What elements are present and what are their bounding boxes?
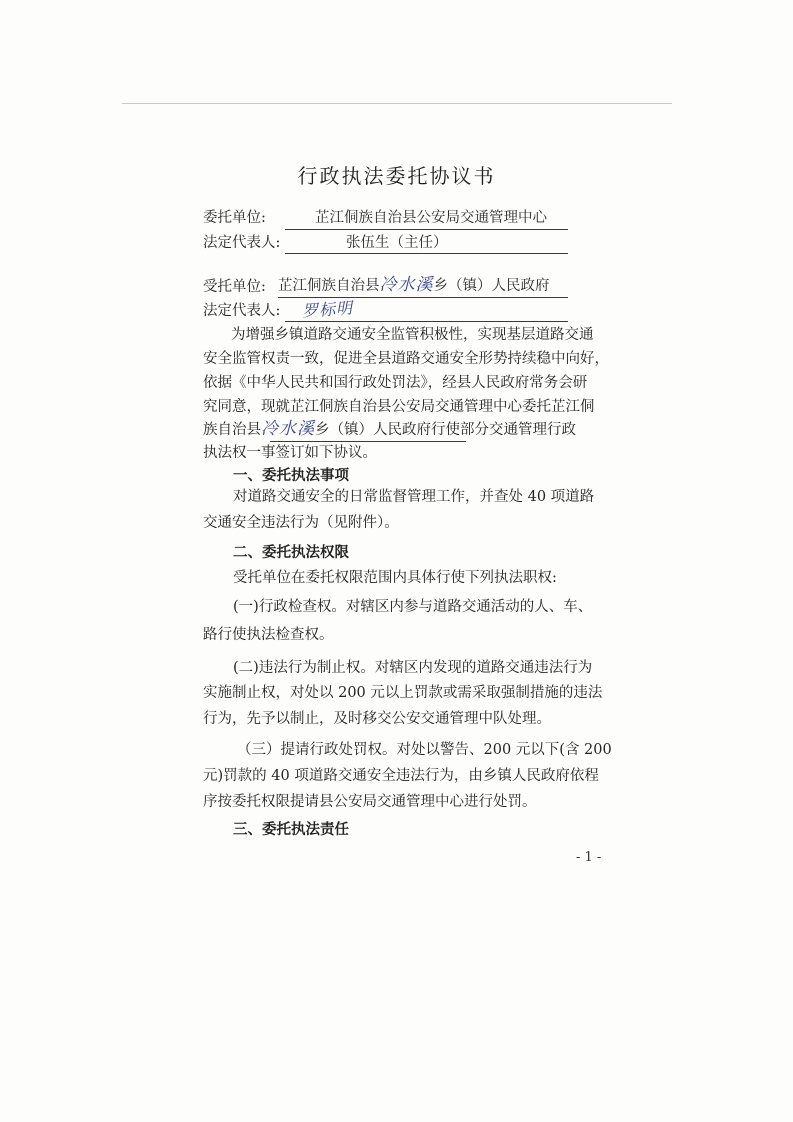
intro-underline	[270, 441, 466, 442]
section-3-heading: 三、委托执法责任	[233, 821, 349, 838]
agent-rep-label: 法定代表人:	[203, 303, 281, 319]
section-2-line-4: (二)违法行为制止权。对辖区内发现的道路交通违法行为	[233, 660, 593, 676]
document-title: 行政执法委托协议书	[297, 164, 496, 188]
section-1-line-2: 交通安全违法行为（见附件）。	[203, 515, 399, 531]
principal-underline	[285, 229, 568, 230]
section-2-line-9: 序按委托权限提请县公安局交通管理中心进行处罚。	[203, 794, 537, 810]
intro-line-5	[203, 420, 576, 439]
principal-rep-underline	[285, 253, 568, 254]
intro-line-5-prefix: 族自治县	[203, 422, 261, 438]
section-2-line-1: 受托单位在委托权限范围内具体行使下列执法职权:	[233, 570, 557, 586]
section-2-line-7: （三）提请行政处罚权。对处以警告、200 元以下(含 200	[237, 742, 612, 758]
agent-rep-signature: 罗标明	[301, 298, 354, 321]
intro-line-4: 究同意，现就芷江侗族自治县公安局交通管理中心委托芷江侗	[203, 399, 595, 415]
intro-line-2: 安全监管权责一致，促进全县道路交通安全形势持续稳中向好，	[203, 351, 609, 367]
intro-line-1: 为增强乡镇道路交通安全监管积极性，实现基层道路交通	[231, 327, 594, 343]
agent-label: 受托单位:	[203, 279, 266, 295]
agent-value-prefix: 芷江侗族自治县	[278, 278, 380, 294]
principal-rep-value: 张伍生（主任）	[346, 235, 448, 251]
section-2-line-2: (一)行政检查权。对辖区内参与道路交通活动的人、车、	[233, 599, 593, 615]
principal-value: 芷江侗族自治县公安局交通管理中心	[315, 210, 547, 226]
agent-rep-underline	[285, 321, 568, 322]
page-number: - 1 -	[576, 850, 602, 865]
top-divider	[122, 103, 672, 104]
section-2-line-3: 路行使执法检查权。	[203, 627, 334, 643]
agent-value-suffix: 乡（镇）人民政府	[433, 278, 550, 294]
section-2-heading: 二、委托执法权限	[233, 544, 349, 561]
section-1-heading: 一、委托执法事项	[233, 467, 349, 484]
agent-handwritten-town: 冷水溪	[379, 275, 434, 295]
section-2-line-8: 元)罚款的 40 项道路交通安全违法行为，由乡镇人民政府依程	[203, 768, 599, 784]
principal-label: 委托单位:	[203, 210, 266, 226]
section-1-line-1: 对道路交通安全的日常监督管理工作，并查处 40 项道路	[233, 489, 595, 505]
intro-line-3: 依据《中华人民共和国行政处罚法》，经县人民政府常务会研	[203, 375, 588, 391]
intro-line-6: 执法权一事签订如下协议。	[203, 445, 377, 461]
intro-handwritten-town: 冷水溪	[261, 419, 315, 439]
agent-value-line	[278, 276, 550, 295]
intro-line-5-suffix: 乡（镇）人民政府行使部分交通管理行政	[315, 422, 576, 438]
section-2-line-6: 行为，先予以制止，及时移交公安交通管理中队处理。	[203, 711, 551, 727]
principal-rep-label: 法定代表人:	[203, 235, 281, 251]
section-2-line-5: 实施制止权，对处以 200 元以上罚款或需采取强制措施的违法	[203, 685, 603, 701]
